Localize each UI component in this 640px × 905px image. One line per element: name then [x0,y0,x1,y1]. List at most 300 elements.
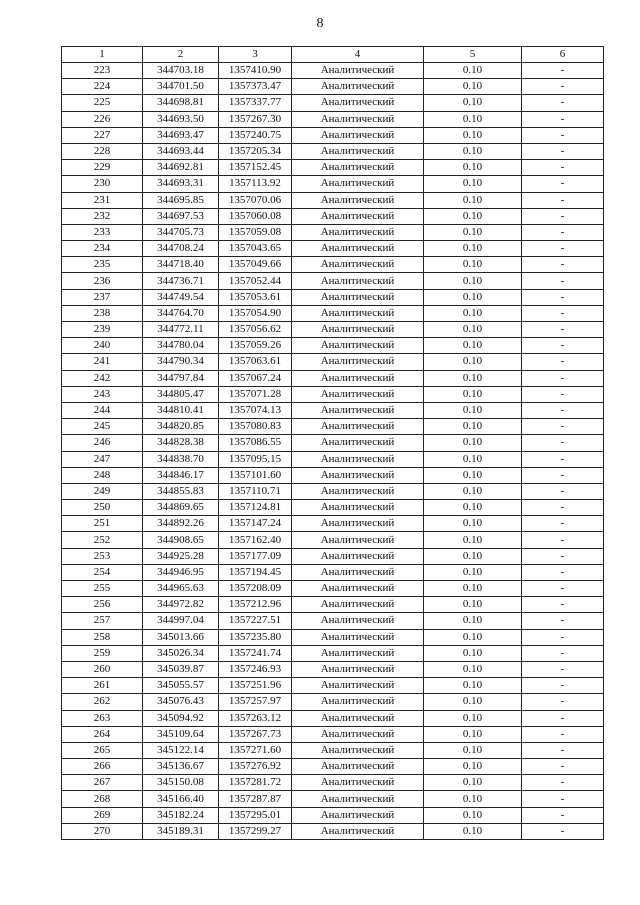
accuracy-cell: 0.10 [424,111,522,127]
column-header: 3 [219,47,292,63]
x-coordinate-cell: 344698.81 [143,95,219,111]
method-cell: Аналитический [292,775,424,791]
x-coordinate-cell: 345182.24 [143,807,219,823]
method-cell: Аналитический [292,176,424,192]
x-coordinate-cell: 344946.95 [143,564,219,580]
accuracy-cell: 0.10 [424,564,522,580]
y-coordinate-cell: 1357267.30 [219,111,292,127]
x-coordinate-cell: 344695.85 [143,192,219,208]
accuracy-cell: 0.10 [424,823,522,839]
y-coordinate-cell: 1357212.96 [219,597,292,613]
method-cell: Аналитический [292,79,424,95]
table-row [62,435,604,451]
table-row [62,548,604,564]
accuracy-cell: 0.10 [424,661,522,677]
point-number-cell: 233 [62,224,143,240]
table-row [62,224,604,240]
x-coordinate-cell: 345076.43 [143,694,219,710]
note-cell: - [522,597,604,613]
x-coordinate-cell: 345055.57 [143,678,219,694]
note-cell: - [522,678,604,694]
point-number-cell: 263 [62,710,143,726]
accuracy-cell: 0.10 [424,354,522,370]
point-number-cell: 248 [62,467,143,483]
x-coordinate-cell: 344701.50 [143,79,219,95]
y-coordinate-cell: 1357227.51 [219,613,292,629]
accuracy-cell: 0.10 [424,726,522,742]
x-coordinate-cell: 344797.84 [143,370,219,386]
y-coordinate-cell: 1357246.93 [219,661,292,677]
x-coordinate-cell: 344780.04 [143,338,219,354]
point-number-cell: 255 [62,581,143,597]
point-number-cell: 237 [62,289,143,305]
table-row [62,79,604,95]
point-number-cell: 239 [62,322,143,338]
note-cell: - [522,581,604,597]
x-coordinate-cell: 344718.40 [143,257,219,273]
method-cell: Аналитический [292,63,424,79]
accuracy-cell: 0.10 [424,370,522,386]
y-coordinate-cell: 1357276.92 [219,759,292,775]
table-row [62,759,604,775]
y-coordinate-cell: 1357110.71 [219,483,292,499]
note-cell: - [522,726,604,742]
x-coordinate-cell: 344693.50 [143,111,219,127]
y-coordinate-cell: 1357410.90 [219,63,292,79]
point-number-cell: 265 [62,742,143,758]
method-cell: Аналитический [292,322,424,338]
y-coordinate-cell: 1357147.24 [219,516,292,532]
x-coordinate-cell: 345150.08 [143,775,219,791]
table-row [62,111,604,127]
table-row [62,322,604,338]
note-cell: - [522,322,604,338]
note-cell: - [522,742,604,758]
y-coordinate-cell: 1357271.60 [219,742,292,758]
y-coordinate-cell: 1357281.72 [219,775,292,791]
y-coordinate-cell: 1357070.06 [219,192,292,208]
note-cell: - [522,548,604,564]
point-number-cell: 236 [62,273,143,289]
x-coordinate-cell: 344790.34 [143,354,219,370]
method-cell: Аналитический [292,224,424,240]
table-row [62,95,604,111]
method-cell: Аналитический [292,338,424,354]
x-coordinate-cell: 344693.44 [143,143,219,159]
point-number-cell: 266 [62,759,143,775]
note-cell: - [522,759,604,775]
point-number-cell: 238 [62,305,143,321]
note-cell: - [522,63,604,79]
accuracy-cell: 0.10 [424,467,522,483]
accuracy-cell: 0.10 [424,532,522,548]
point-number-cell: 247 [62,451,143,467]
method-cell: Аналитический [292,532,424,548]
column-header: 2 [143,47,219,63]
table-row [62,791,604,807]
x-coordinate-cell: 344965.63 [143,581,219,597]
accuracy-cell: 0.10 [424,192,522,208]
x-coordinate-cell: 345166.40 [143,791,219,807]
note-cell: - [522,451,604,467]
method-cell: Аналитический [292,257,424,273]
note-cell: - [522,645,604,661]
accuracy-cell: 0.10 [424,338,522,354]
x-coordinate-cell: 344692.81 [143,160,219,176]
note-cell: - [522,775,604,791]
accuracy-cell: 0.10 [424,402,522,418]
x-coordinate-cell: 344869.65 [143,500,219,516]
accuracy-cell: 0.10 [424,176,522,192]
table-row [62,467,604,483]
point-number-cell: 267 [62,775,143,791]
y-coordinate-cell: 1357240.75 [219,127,292,143]
point-number-cell: 253 [62,548,143,564]
method-cell: Аналитический [292,678,424,694]
note-cell: - [522,241,604,257]
y-coordinate-cell: 1357257.97 [219,694,292,710]
y-coordinate-cell: 1357059.26 [219,338,292,354]
note-cell: - [522,370,604,386]
coordinates-table [61,46,604,840]
note-cell: - [522,823,604,839]
x-coordinate-cell: 344997.04 [143,613,219,629]
note-cell: - [522,79,604,95]
note-cell: - [522,710,604,726]
x-coordinate-cell: 344838.70 [143,451,219,467]
note-cell: - [522,661,604,677]
y-coordinate-cell: 1357124.81 [219,500,292,516]
point-number-cell: 241 [62,354,143,370]
note-cell: - [522,402,604,418]
point-number-cell: 243 [62,386,143,402]
table-row [62,402,604,418]
accuracy-cell: 0.10 [424,645,522,661]
table-row [62,500,604,516]
table-row [62,483,604,499]
method-cell: Аналитический [292,597,424,613]
method-cell: Аналитический [292,629,424,645]
accuracy-cell: 0.10 [424,273,522,289]
note-cell: - [522,500,604,516]
accuracy-cell: 0.10 [424,160,522,176]
note-cell: - [522,176,604,192]
table-row [62,241,604,257]
method-cell: Аналитический [292,305,424,321]
note-cell: - [522,95,604,111]
accuracy-cell: 0.10 [424,597,522,613]
point-number-cell: 246 [62,435,143,451]
method-cell: Аналитический [292,742,424,758]
point-number-cell: 251 [62,516,143,532]
accuracy-cell: 0.10 [424,241,522,257]
accuracy-cell: 0.10 [424,775,522,791]
y-coordinate-cell: 1357251.96 [219,678,292,694]
y-coordinate-cell: 1357049.66 [219,257,292,273]
method-cell: Аналитический [292,241,424,257]
point-number-cell: 224 [62,79,143,95]
point-number-cell: 256 [62,597,143,613]
x-coordinate-cell: 344892.26 [143,516,219,532]
y-coordinate-cell: 1357152.45 [219,160,292,176]
x-coordinate-cell: 344697.53 [143,208,219,224]
table-row [62,419,604,435]
table-row [62,386,604,402]
y-coordinate-cell: 1357095.15 [219,451,292,467]
y-coordinate-cell: 1357067.24 [219,370,292,386]
table-row [62,581,604,597]
point-number-cell: 249 [62,483,143,499]
note-cell: - [522,629,604,645]
note-cell: - [522,516,604,532]
point-number-cell: 230 [62,176,143,192]
table-row [62,710,604,726]
x-coordinate-cell: 344855.83 [143,483,219,499]
note-cell: - [522,160,604,176]
accuracy-cell: 0.10 [424,791,522,807]
method-cell: Аналитический [292,192,424,208]
method-cell: Аналитический [292,694,424,710]
table-row [62,143,604,159]
table-row [62,807,604,823]
point-number-cell: 231 [62,192,143,208]
y-coordinate-cell: 1357295.01 [219,807,292,823]
table-row [62,305,604,321]
x-coordinate-cell: 344708.24 [143,241,219,257]
y-coordinate-cell: 1357080.83 [219,419,292,435]
point-number-cell: 235 [62,257,143,273]
x-coordinate-cell: 344810.41 [143,402,219,418]
accuracy-cell: 0.10 [424,581,522,597]
x-coordinate-cell: 345122.14 [143,742,219,758]
point-number-cell: 234 [62,241,143,257]
accuracy-cell: 0.10 [424,451,522,467]
x-coordinate-cell: 344736.71 [143,273,219,289]
table-row [62,629,604,645]
table-row [62,208,604,224]
point-number-cell: 259 [62,645,143,661]
table-row [62,63,604,79]
accuracy-cell: 0.10 [424,500,522,516]
accuracy-cell: 0.10 [424,742,522,758]
accuracy-cell: 0.10 [424,224,522,240]
table-row [62,564,604,580]
x-coordinate-cell: 345026.34 [143,645,219,661]
accuracy-cell: 0.10 [424,678,522,694]
point-number-cell: 229 [62,160,143,176]
accuracy-cell: 0.10 [424,548,522,564]
accuracy-cell: 0.10 [424,807,522,823]
note-cell: - [522,111,604,127]
table-header-row [62,47,604,63]
x-coordinate-cell: 344846.17 [143,467,219,483]
method-cell: Аналитический [292,289,424,305]
method-cell: Аналитический [292,516,424,532]
x-coordinate-cell: 344693.47 [143,127,219,143]
accuracy-cell: 0.10 [424,79,522,95]
note-cell: - [522,467,604,483]
point-number-cell: 261 [62,678,143,694]
y-coordinate-cell: 1357074.13 [219,402,292,418]
table-row [62,516,604,532]
point-number-cell: 270 [62,823,143,839]
y-coordinate-cell: 1357101.60 [219,467,292,483]
y-coordinate-cell: 1357162.40 [219,532,292,548]
y-coordinate-cell: 1357267.73 [219,726,292,742]
y-coordinate-cell: 1357052.44 [219,273,292,289]
method-cell: Аналитический [292,370,424,386]
accuracy-cell: 0.10 [424,95,522,111]
y-coordinate-cell: 1357056.62 [219,322,292,338]
table-row [62,451,604,467]
accuracy-cell: 0.10 [424,613,522,629]
table-row [62,645,604,661]
point-number-cell: 269 [62,807,143,823]
x-coordinate-cell: 344908.65 [143,532,219,548]
accuracy-cell: 0.10 [424,435,522,451]
accuracy-cell: 0.10 [424,63,522,79]
y-coordinate-cell: 1357071.28 [219,386,292,402]
table-row [62,273,604,289]
y-coordinate-cell: 1357337.77 [219,95,292,111]
method-cell: Аналитический [292,807,424,823]
column-header: 1 [62,47,143,63]
point-number-cell: 258 [62,629,143,645]
table-row [62,613,604,629]
column-header: 4 [292,47,424,63]
note-cell: - [522,386,604,402]
table-row [62,726,604,742]
note-cell: - [522,208,604,224]
method-cell: Аналитический [292,435,424,451]
note-cell: - [522,224,604,240]
note-cell: - [522,338,604,354]
method-cell: Аналитический [292,111,424,127]
x-coordinate-cell: 344820.85 [143,419,219,435]
y-coordinate-cell: 1357241.74 [219,645,292,661]
y-coordinate-cell: 1357053.61 [219,289,292,305]
column-header: 5 [424,47,522,63]
note-cell: - [522,289,604,305]
table-row [62,597,604,613]
point-number-cell: 225 [62,95,143,111]
accuracy-cell: 0.10 [424,710,522,726]
point-number-cell: 254 [62,564,143,580]
method-cell: Аналитический [292,127,424,143]
table-row [62,661,604,677]
method-cell: Аналитический [292,273,424,289]
accuracy-cell: 0.10 [424,759,522,775]
x-coordinate-cell: 344972.82 [143,597,219,613]
method-cell: Аналитический [292,759,424,775]
page-number: 8 [316,16,324,31]
y-coordinate-cell: 1357287.87 [219,791,292,807]
x-coordinate-cell: 344693.31 [143,176,219,192]
y-coordinate-cell: 1357086.55 [219,435,292,451]
table-row [62,370,604,386]
y-coordinate-cell: 1357063.61 [219,354,292,370]
note-cell: - [522,354,604,370]
y-coordinate-cell: 1357263.12 [219,710,292,726]
accuracy-cell: 0.10 [424,483,522,499]
point-number-cell: 260 [62,661,143,677]
table-row [62,338,604,354]
x-coordinate-cell: 345189.31 [143,823,219,839]
note-cell: - [522,613,604,629]
method-cell: Аналитический [292,143,424,159]
y-coordinate-cell: 1357059.08 [219,224,292,240]
point-number-cell: 240 [62,338,143,354]
point-number-cell: 245 [62,419,143,435]
point-number-cell: 268 [62,791,143,807]
point-number-cell: 232 [62,208,143,224]
point-number-cell: 262 [62,694,143,710]
note-cell: - [522,694,604,710]
note-cell: - [522,532,604,548]
accuracy-cell: 0.10 [424,419,522,435]
table-row [62,742,604,758]
method-cell: Аналитический [292,419,424,435]
method-cell: Аналитический [292,823,424,839]
x-coordinate-cell: 345039.87 [143,661,219,677]
table-row [62,532,604,548]
accuracy-cell: 0.10 [424,322,522,338]
y-coordinate-cell: 1357208.09 [219,581,292,597]
note-cell: - [522,273,604,289]
x-coordinate-cell: 345094.92 [143,710,219,726]
y-coordinate-cell: 1357177.09 [219,548,292,564]
method-cell: Аналитический [292,95,424,111]
table-row [62,127,604,143]
note-cell: - [522,791,604,807]
point-number-cell: 228 [62,143,143,159]
x-coordinate-cell: 345136.67 [143,759,219,775]
method-cell: Аналитический [292,160,424,176]
note-cell: - [522,419,604,435]
table-row [62,257,604,273]
x-coordinate-cell: 344828.38 [143,435,219,451]
method-cell: Аналитический [292,500,424,516]
x-coordinate-cell: 344764.70 [143,305,219,321]
note-cell: - [522,192,604,208]
point-number-cell: 223 [62,63,143,79]
point-number-cell: 242 [62,370,143,386]
point-number-cell: 244 [62,402,143,418]
method-cell: Аналитический [292,791,424,807]
note-cell: - [522,564,604,580]
method-cell: Аналитический [292,548,424,564]
y-coordinate-cell: 1357054.90 [219,305,292,321]
table-row [62,160,604,176]
x-coordinate-cell: 344705.73 [143,224,219,240]
note-cell: - [522,143,604,159]
table-row [62,823,604,839]
method-cell: Аналитический [292,402,424,418]
note-cell: - [522,257,604,273]
y-coordinate-cell: 1357373.47 [219,79,292,95]
accuracy-cell: 0.10 [424,257,522,273]
method-cell: Аналитический [292,467,424,483]
method-cell: Аналитический [292,661,424,677]
point-number-cell: 252 [62,532,143,548]
method-cell: Аналитический [292,483,424,499]
note-cell: - [522,807,604,823]
note-cell: - [522,483,604,499]
method-cell: Аналитический [292,354,424,370]
x-coordinate-cell: 345109.64 [143,726,219,742]
note-cell: - [522,435,604,451]
method-cell: Аналитический [292,451,424,467]
